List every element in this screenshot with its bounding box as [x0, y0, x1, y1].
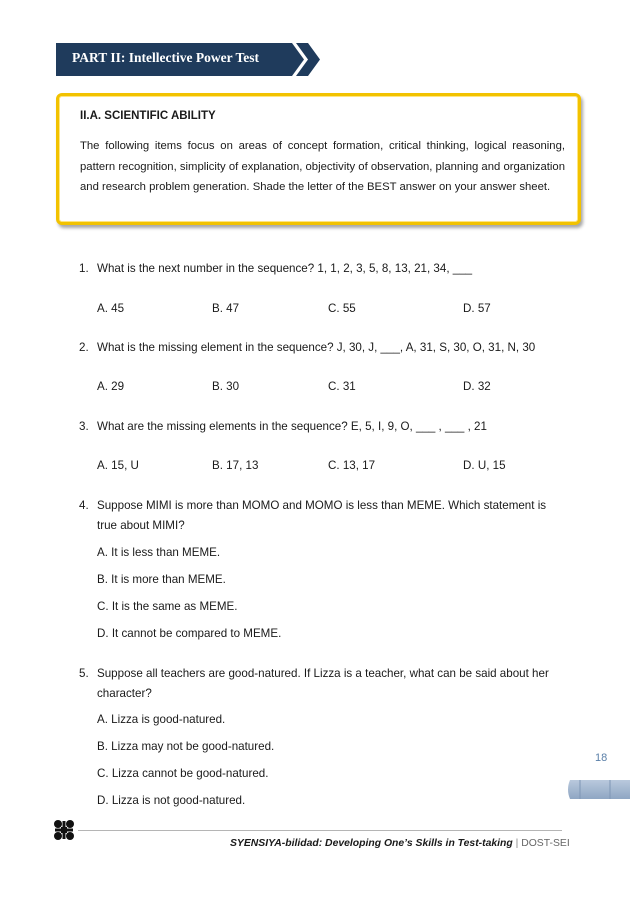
page-number: 18: [595, 752, 608, 764]
page-tab-decoration: [566, 778, 630, 801]
footer-org: DOST-SEI: [521, 838, 570, 849]
answer-option-b: B. 30: [212, 380, 240, 393]
question-number: 5.: [79, 667, 89, 680]
question-text-continued: character?: [97, 687, 152, 700]
answer-option-b: B. Lizza may not be good-natured.: [97, 740, 275, 753]
section-description: The following items focus on areas of concept formation, critical thinking, logical reasoning, pattern recognition, simplicity of explanation, objectivity of observation, planning and organization and research problem generation. Shade the letter of the BEST answer on your answer sheet.: [80, 140, 565, 193]
dost-logo-icon: [53, 819, 75, 841]
question-text: Suppose MIMI is more than MOMO and MOMO is less than MEME. Which statement is: [97, 499, 547, 512]
answer-option-a: A. 45: [97, 302, 125, 315]
answer-option-b: B. 17, 13: [212, 459, 259, 472]
answer-option-b: B. 47: [212, 302, 240, 315]
answer-option-a: A. 29: [97, 380, 125, 393]
answer-option-d: D. It cannot be compared to MEME.: [97, 627, 282, 640]
answer-option-c: C. Lizza cannot be good-natured.: [97, 767, 269, 780]
answer-option-a: A. Lizza is good-natured.: [97, 713, 226, 726]
footer-caption: [230, 838, 570, 849]
answer-option-c: C. It is the same as MEME.: [97, 600, 238, 613]
banner-title: PART II: Intellective Power Test: [72, 50, 260, 65]
answer-option-c: C. 31: [328, 380, 356, 393]
answer-option-c: C. 13, 17: [328, 459, 376, 472]
section-title: II.A. SCIENTIFIC ABILITY: [80, 110, 216, 122]
answer-option-d: D. U, 15: [463, 459, 506, 472]
question-number: 2.: [79, 341, 89, 354]
question-number: 3.: [79, 420, 89, 433]
question-text-continued: true about MIMI?: [97, 519, 185, 532]
footer-divider: [78, 830, 562, 831]
answer-option-b: B. It is more than MEME.: [97, 573, 226, 586]
answer-option-d: D. 32: [463, 380, 491, 393]
section-banner: [56, 43, 322, 76]
footer-title: SYENSIYA-bilidad: Developing One’s Skills in Test-taking: [230, 838, 513, 849]
question-text: What is the next number in the sequence? 1, 1, 2, 3, 5, 8, 13, 21, 34, ___: [97, 262, 473, 275]
answer-option-d: D. Lizza is not good-natured.: [97, 794, 246, 807]
question-text: What are the missing elements in the sequence? E, 5, I, 9, O, ___ , ___ , 21: [97, 420, 487, 433]
question-text: What is the missing element in the sequence? J, 30, J, ___, A, 31, S, 30, O, 31, N, 30: [97, 341, 536, 354]
answer-option-c: C. 55: [328, 302, 356, 315]
question-number: 1.: [79, 262, 89, 275]
footer-separator: |: [515, 838, 519, 849]
answer-option-a: A. It is less than MEME.: [97, 546, 221, 559]
answer-option-d: D. 57: [463, 302, 491, 315]
question-number: 4.: [79, 499, 89, 512]
instructions-box: [56, 93, 581, 225]
answer-option-a: A. 15, U: [97, 459, 139, 472]
question-text: Suppose all teachers are good-natured. If Lizza is a teacher, what can be said about her: [97, 667, 549, 680]
